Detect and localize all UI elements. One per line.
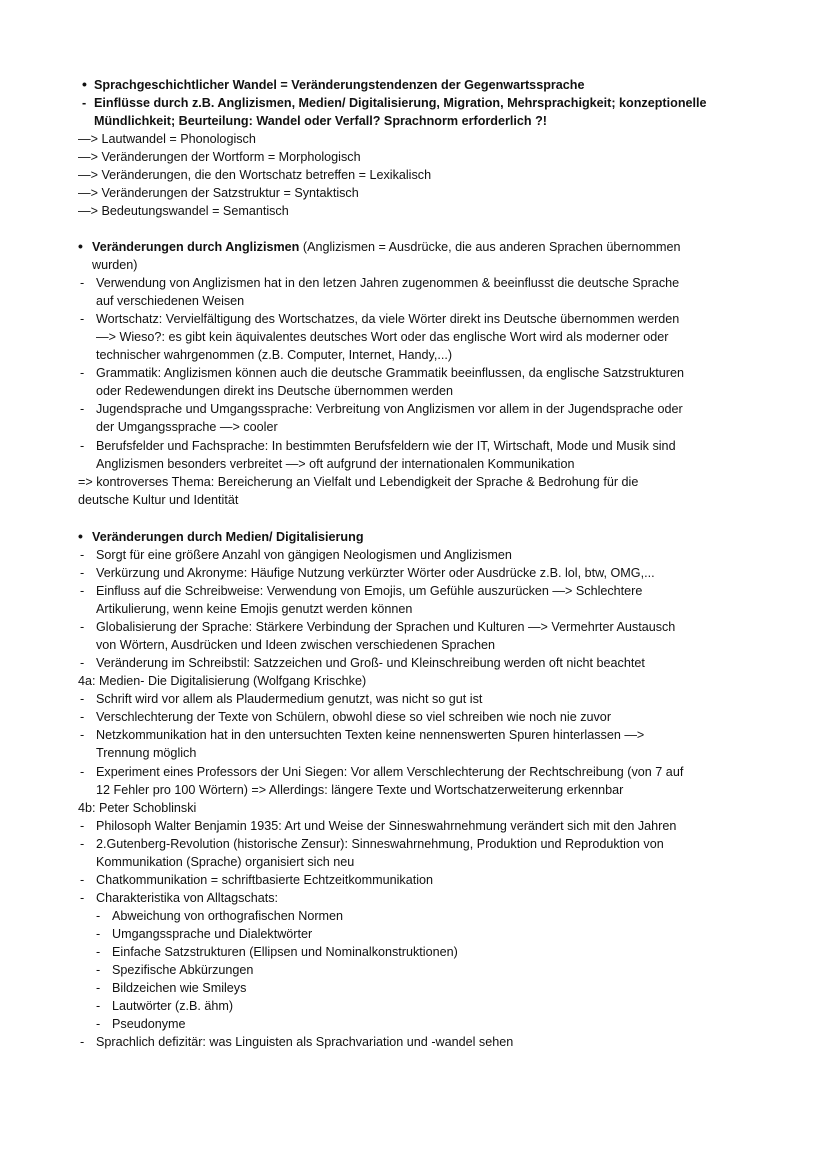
sub-list-item: Spezifische Abkürzungen [112, 963, 254, 977]
dash-icon: - [80, 765, 85, 779]
list-item: auf verschiedenen Weisen [96, 294, 245, 308]
dash-icon: - [80, 439, 85, 453]
dash-icon: - [80, 891, 85, 905]
list-item: Berufsfelder und Fachsprache: In bestimmten Berufsfeldern wie der IT, Wirtschaft, Mode und Musik sind [96, 439, 676, 453]
sub-list-item: Umgangssprache und Dialektwörter [112, 927, 313, 941]
bullet-icon: • [82, 76, 87, 92]
dash-icon: - [80, 276, 85, 290]
sub-list-item: Pseudonyme [112, 1017, 186, 1031]
list-item: Wortschatz: Vervielfältigung des Wortschatzes, da viele Wörter direkt ins Deutsche übernommen werden [96, 312, 680, 326]
dash-icon: - [96, 927, 101, 941]
dash-icon: - [96, 909, 101, 923]
dash-icon: - [96, 963, 101, 977]
list-item: Jugendsprache und Umgangssprache: Verbreitung von Anglizismen vor allem in der Jugendsprache oder [96, 402, 683, 416]
arrow-line: —> Veränderungen, die den Wortschatz betreffen = Lexikalisch [78, 168, 432, 182]
list-item: Artikulierung, wenn keine Emojis genutzt werden können [96, 602, 413, 616]
section-intro-line: Mündlichkeit; Beurteilung: Wandel oder Verfall? Sprachnorm erforderlich ?! [94, 114, 547, 128]
bullet-icon: • [78, 238, 83, 254]
dash-icon: - [80, 584, 85, 598]
list-item: Verwendung von Anglizismen hat in den letzen Jahren zugenommen & beeinflusst die deutsche Sprache [96, 276, 680, 290]
list-item: der Umgangssprache —> cooler [96, 420, 278, 434]
section-title-rest: (Anglizismen = Ausdrücke, die aus anderen Sprachen übernommen [299, 240, 681, 254]
list-item: Einfluss auf die Schreibweise: Verwendung von Emojis, um Gefühle auszurücken —> Schlechtere [96, 584, 643, 598]
arrow-line: —> Bedeutungswandel = Semantisch [78, 204, 289, 218]
dash-icon: - [80, 656, 85, 670]
list-item: Kommunikation (Sprache) organisiert sich neu [96, 855, 355, 869]
dash-icon: - [80, 728, 85, 742]
section-intro-line: Einflüsse durch z.B. Anglizismen, Medien/ Digitalisierung, Migration, Mehrsprachigkeit; konzeptionelle [94, 96, 707, 110]
list-item: 2.Gutenberg-Revolution (historische Zensur): Sinneswahrnehmung, Produktion und Reproduktion von [96, 837, 664, 851]
list-item: Experiment eines Professors der Uni Siegen: Vor allem Verschlechterung der Rechtschreibung (von 7 auf [96, 765, 684, 779]
list-item: —> Wieso?: es gibt kein äquivalentes deutsches Wort oder das englische Wort wird als moderner oder [96, 330, 669, 344]
sub-list-item: Einfache Satzstrukturen (Ellipsen und Nominalkonstruktionen) [112, 945, 458, 959]
list-item: Philosoph Walter Benjamin 1935: Art und Weise der Sinneswahrnehmung verändert sich mit den Jahren [96, 819, 677, 833]
dash-icon: - [96, 999, 101, 1013]
arrow-line: —> Veränderungen der Satzstruktur = Syntaktisch [78, 186, 359, 200]
list-item: Veränderung im Schreibstil: Satzzeichen und Groß- und Kleinschreibung werden oft nicht beachtet [96, 656, 645, 670]
list-item: Verkürzung und Akronyme: Häufige Nutzung verkürzter Wörter oder Ausdrücke z.B. lol, btw, OMG,... [96, 566, 655, 580]
list-item: Chatkommunikation = schriftbasierte Echtzeitkommunikation [96, 873, 434, 887]
list-item: von Wörtern, Ausdrücken und Ideen zwischen verschiedenen Sprachen [96, 638, 496, 652]
section-title: Sprachgeschichtlicher Wandel = Veränderungstendenzen der Gegenwartssprache [94, 78, 585, 92]
section-title: Veränderungen durch Medien/ Digitalisierung [92, 530, 364, 544]
list-item: Charakteristika von Alltagschats: [96, 891, 278, 905]
list-item: Trennung möglich [96, 746, 197, 760]
list-item: Sprachlich defizitär: was Linguisten als Sprachvariation und -wandel sehen [96, 1035, 514, 1049]
dash-icon: - [80, 819, 85, 833]
conclusion-line: => kontroverses Thema: Bereicherung an Vielfalt und Lebendigkeit der Sprache & Bedrohung für die [78, 475, 639, 489]
subsection-title: 4a: Medien- Die Digitalisierung (Wolfgang Krischke) [78, 674, 367, 688]
dash-icon: - [80, 1035, 85, 1049]
arrow-line: —> Veränderungen der Wortform = Morphologisch [78, 150, 361, 164]
subsection-title: 4b: Peter Schoblinski [78, 801, 197, 815]
dash-icon: - [80, 548, 85, 562]
sub-list-item: Abweichung von orthografischen Normen [112, 909, 344, 923]
list-item: Netzkommunikation hat in den untersuchten Texten keine nennenswerten Spuren hinterlassen —> [96, 728, 645, 742]
list-item: Verschlechterung der Texte von Schülern, obwohl diese so viel schreiben wie noch nie zuvor [96, 710, 612, 724]
dash-icon: - [80, 402, 85, 416]
sub-list-item: Lautwörter (z.B. ähm) [112, 999, 234, 1013]
sub-list-item: Bildzeichen wie Smileys [112, 981, 247, 995]
dash-icon: - [80, 873, 85, 887]
section-title-line [92, 239, 681, 256]
list-item: oder Redewendungen direkt ins Deutsche übernommen werden [96, 384, 454, 398]
list-item: Grammatik: Anglizismen können auch die deutsche Grammatik beeinflussen, da englische Satzstrukturen [96, 366, 685, 380]
list-item: Globalisierung der Sprache: Stärkere Verbindung der Sprachen und Kulturen —> Vermehrter Austausch [96, 620, 676, 634]
arrow-line: —> Lautwandel = Phonologisch [78, 132, 256, 146]
dash-icon: - [80, 692, 85, 706]
list-item: Schrift wird vor allem als Plaudermedium genutzt, was nicht so gut ist [96, 692, 483, 706]
conclusion-line: deutsche Kultur und Identität [78, 493, 239, 507]
dash-icon: - [96, 1017, 101, 1031]
list-item: Sorgt für eine größere Anzahl von gängigen Neologismen und Anglizismen [96, 548, 512, 562]
dash-icon: - [96, 945, 101, 959]
dash-icon: - [80, 620, 85, 634]
bullet-icon: • [78, 528, 83, 544]
section-title: Veränderungen durch Anglizismen [92, 240, 300, 254]
dash-icon: - [96, 981, 101, 995]
dash-icon: - [82, 96, 87, 110]
list-item: 12 Fehler pro 100 Wörtern) => Allerdings: längere Texte und Wortschatzerweiterung erkennbar [96, 783, 624, 797]
dash-icon: - [80, 312, 85, 326]
dash-icon: - [80, 566, 85, 580]
dash-icon: - [80, 366, 85, 380]
section-title-line: wurden) [92, 258, 138, 272]
list-item: technischer wahrgenommen (z.B. Computer, Internet, Handy,...) [96, 348, 453, 362]
dash-icon: - [80, 710, 85, 724]
list-item: Anglizismen besonders verbreitet —> oft aufgrund der internationalen Kommunikation [96, 457, 575, 471]
dash-icon: - [80, 837, 85, 851]
